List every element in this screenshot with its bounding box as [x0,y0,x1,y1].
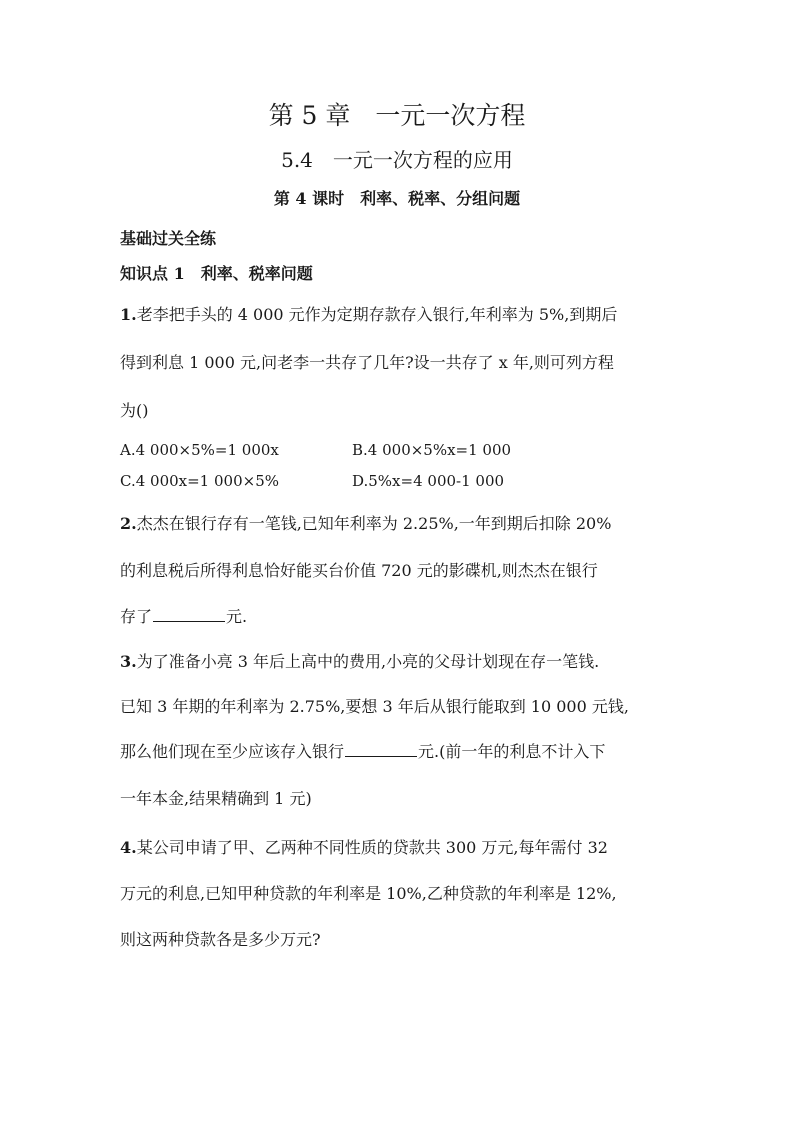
answer-blank[interactable] [345,744,417,757]
lesson-title: 第 4 课时 利率、税率、分组问题 [273,189,521,208]
option-c: C.4 000x=1 000×5% [120,472,279,490]
question-3-line-1: 3.为了准备小亮 3 年后上高中的费用,小亮的父母计划现在存一笔钱. [120,652,600,671]
chapter-title: 第 5 章 一元一次方程 [268,101,526,130]
option-b: B.4 000×5%x=1 000 [352,441,512,459]
question-3-line-2: 已知 3 年期的年利率为 2.75%,要想 3 年后从银行能取到 10 000 元钱, [120,697,629,716]
question-2-line-1: 2.杰杰在银行存有一笔钱,已知年利率为 2.25%,一年到期后扣除 20% [120,514,612,533]
question-1-line-1: 1.老李把手头的 4 000 元作为定期存款存入银行,年利率为 5%,到期后 [120,305,618,324]
question-number: 2. [120,514,137,533]
option-a: A.4 000×5%=1 000x [120,441,279,459]
option-d: D.5%x=4 000-1 000 [352,472,505,490]
question-2-line-3: 存了 元. [120,607,248,626]
question-1-line-2: 得到利息 1 000 元,问老李一共存了几年?设一共存了 x 年,则可列方程 [120,353,614,372]
practice-title: 基础过关全练 [120,229,217,248]
knowledge-point-heading: 知识点 1 利率、税率问题 [120,264,313,283]
section-title: 5.4 一元一次方程的应用 [281,148,513,172]
question-2-line-2: 的利息税后所得利息恰好能买台价值 720 元的影碟机,则杰杰在银行 [120,561,598,580]
question-number: 3. [120,652,137,671]
question-4-line-3: 则这两种贷款各是多少万元? [120,930,321,949]
question-number: 4. [120,838,137,857]
question-3-line-3: 那么他们现在至少应该存入银行 元.(前一年的利息不计入下 [120,742,606,761]
question-1-line-3: 为() [120,401,149,420]
question-4-line-1: 4.某公司申请了甲、乙两种不同性质的贷款共 300 万元,每年需付 32 [120,838,608,857]
answer-blank[interactable] [153,609,225,622]
question-4-line-2: 万元的利息,已知甲种贷款的年利率是 10%,乙种贷款的年利率是 12%, [120,884,617,903]
question-number: 1. [120,305,137,324]
question-3-line-4: 一年本金,结果精确到 1 元) [120,789,312,808]
